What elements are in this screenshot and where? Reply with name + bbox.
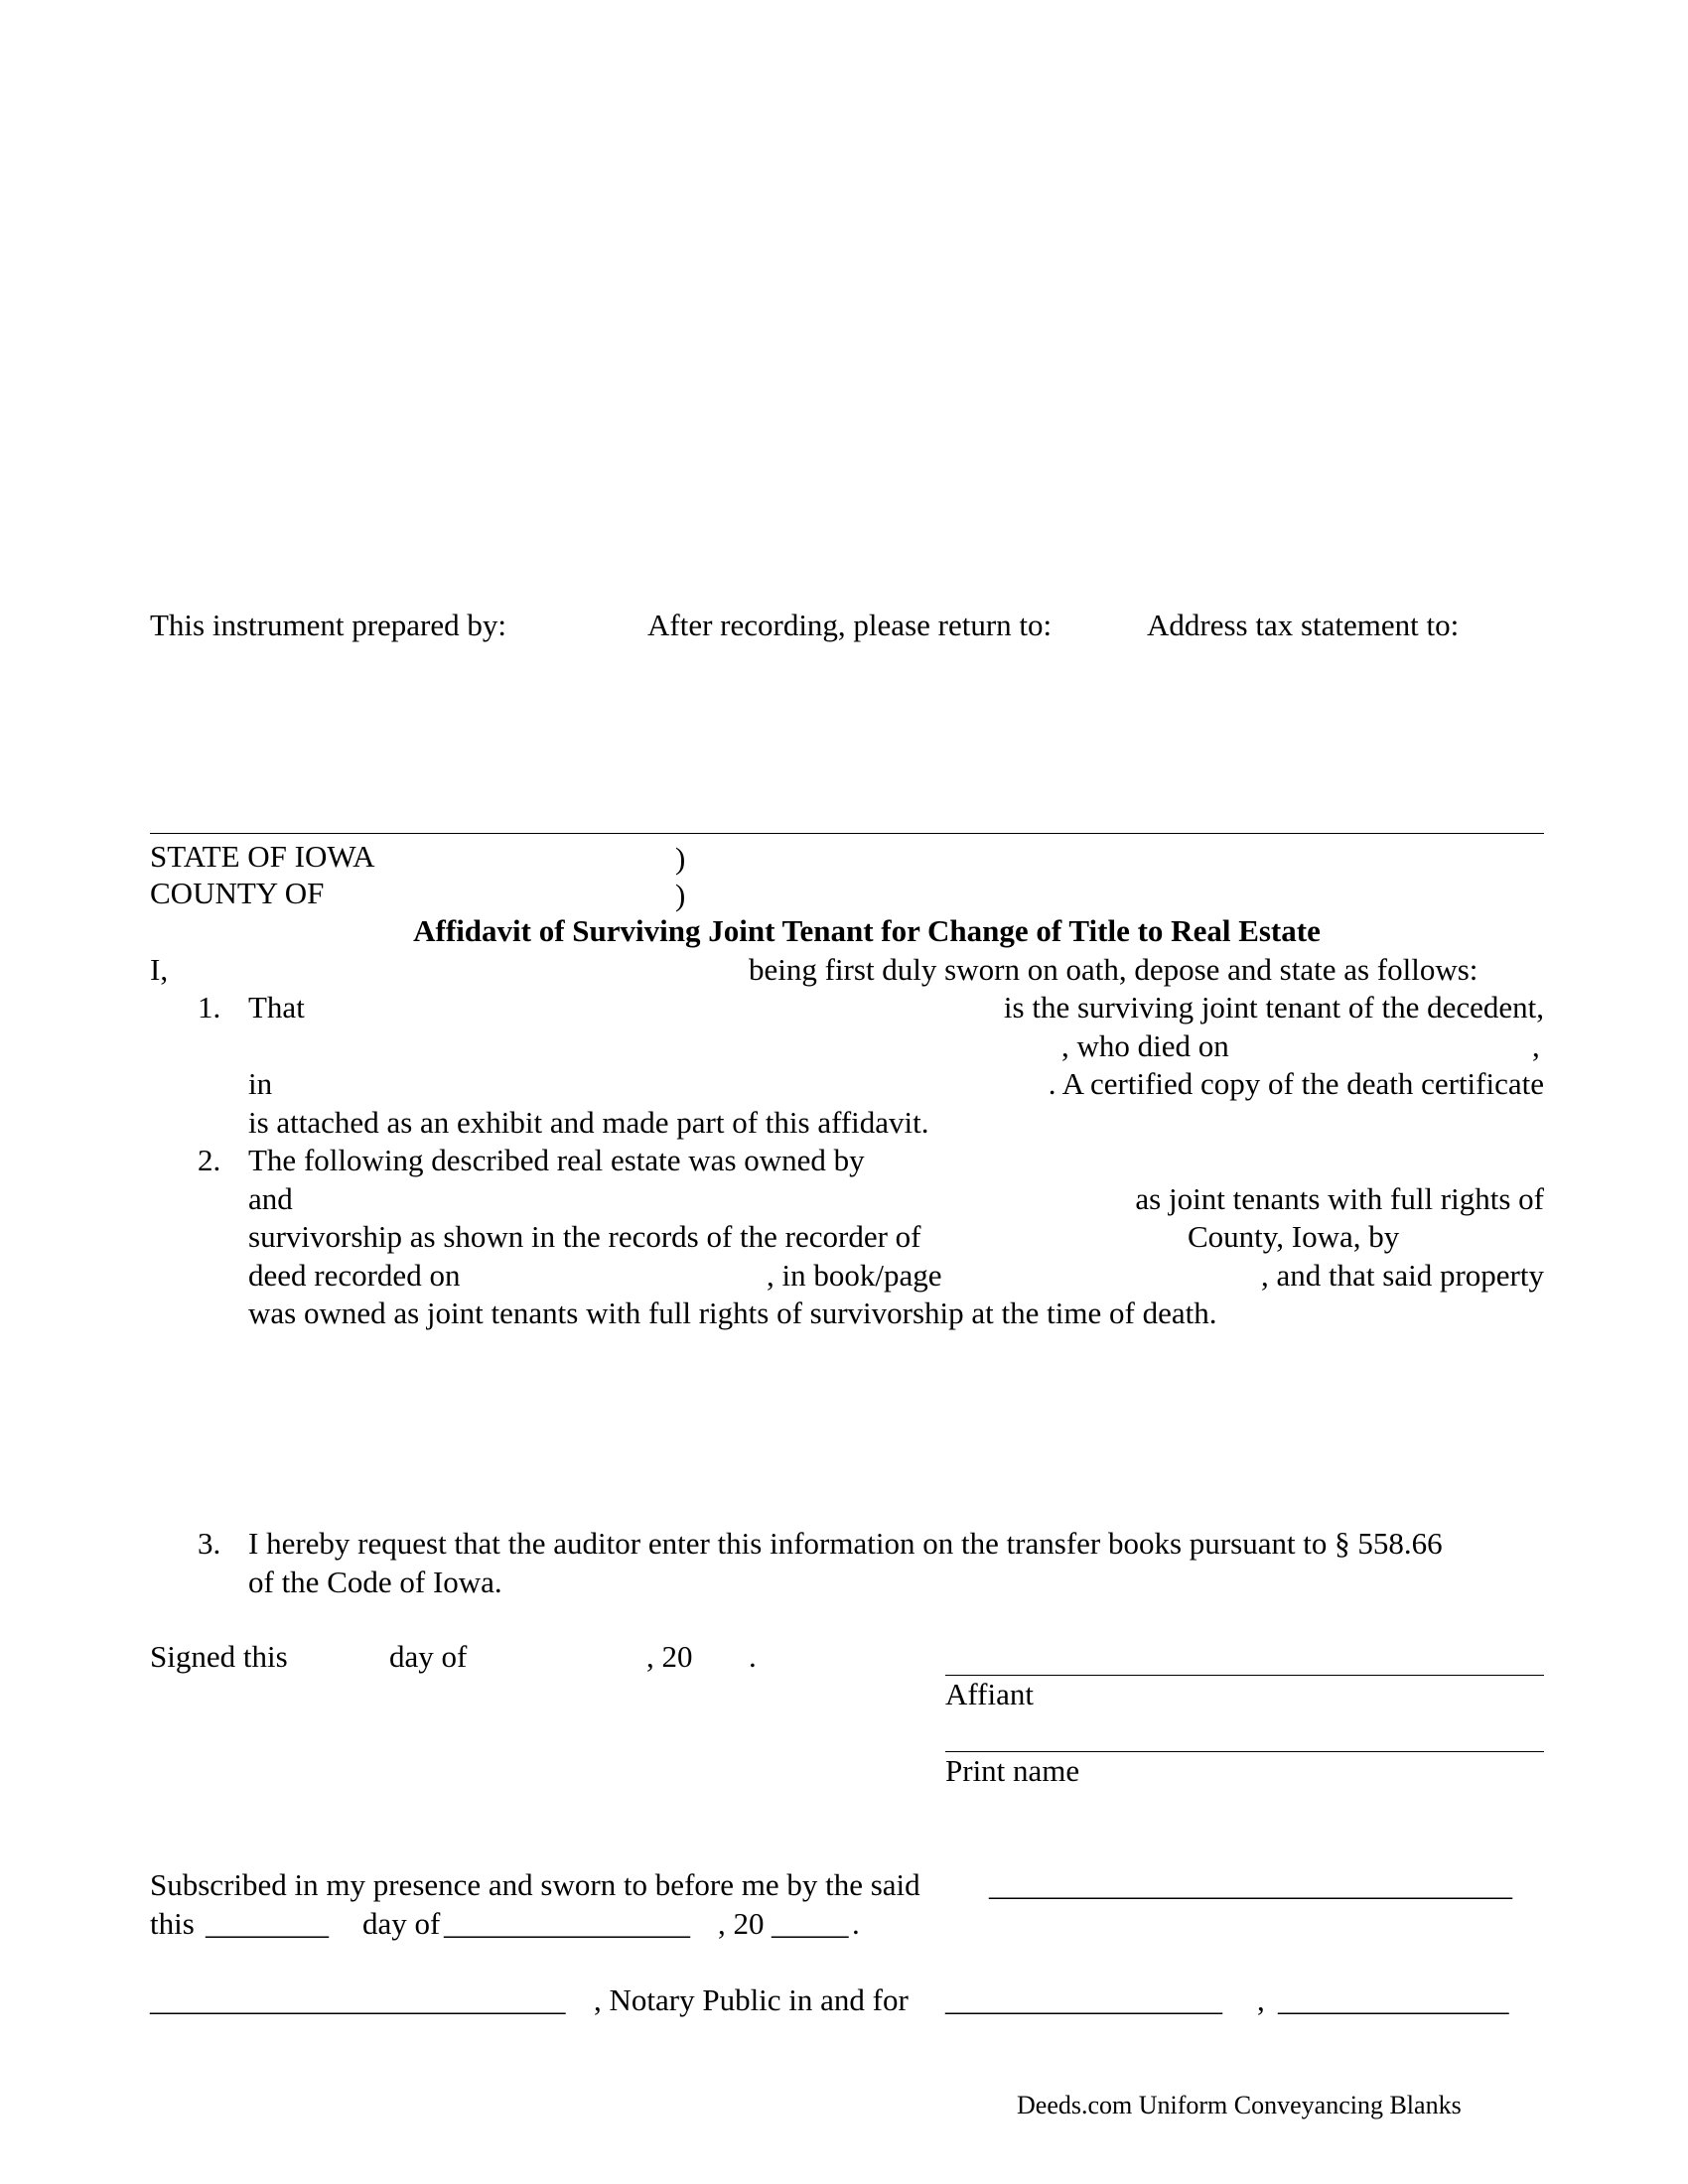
item1-surviving: is the surviving joint tenant of the decedent, (1003, 990, 1544, 1024)
notary-comma: , (1257, 1982, 1265, 2017)
print-name-line[interactable] (945, 1751, 1544, 1752)
notary-subscribed: Subscribed in my presence and sworn to before me by the said (150, 1867, 920, 1902)
item2-joint-tenants: as joint tenants with full rights of (1135, 1181, 1544, 1216)
item2-survivorship: survivorship as shown in the records of the recorder of (248, 1219, 921, 1254)
venue-state: STATE OF IOWA (150, 839, 375, 874)
venue-paren-2: ) (675, 878, 686, 912)
notary-month-blank[interactable]: ________________ (444, 1906, 690, 1941)
venue-county: COUNTY OF (150, 876, 325, 910)
document-title: Affidavit of Surviving Joint Tenant for Change of Title to Real Estate (413, 913, 1321, 948)
signed-this: Signed this (150, 1639, 288, 1674)
item2-county-iowa: County, Iowa, by (1188, 1219, 1400, 1254)
return-to-label: After recording, please return to: (647, 608, 1053, 642)
print-name-label: Print name (945, 1753, 1080, 1788)
signed-period: . (749, 1639, 757, 1674)
footer-text: Deeds.com Uniform Conveyancing Blanks (1017, 2091, 1462, 2119)
item2-and: and (248, 1181, 293, 1216)
item2-deed-recorded: deed recorded on (248, 1258, 461, 1293)
notary-place-blank[interactable]: __________________ (945, 1982, 1222, 2017)
item1-certified: . A certified copy of the death certificate (1048, 1066, 1544, 1101)
item2-said-property: , and that said property (1261, 1258, 1544, 1293)
notary-subscribed-blank[interactable]: __________________________________ (989, 1867, 1512, 1902)
prepared-by-label: This instrument prepared by: (150, 608, 506, 642)
item3-number: 3. (198, 1526, 221, 1561)
item1-attached: is attached as an exhibit and made part of this affidavit. (248, 1105, 929, 1140)
notary-day-of: day of (362, 1906, 441, 1941)
notary-day-blank[interactable]: ________ (206, 1906, 329, 1941)
item3-request: I hereby request that the auditor enter this information on the transfer books pursuant to § 558.66 (248, 1526, 1443, 1561)
signed-day-of: day of (389, 1639, 468, 1674)
separator-rule (150, 833, 1544, 834)
item2-owned-by: The following described real estate was owned by (248, 1143, 865, 1177)
item2-book-page: , in book/page (767, 1258, 942, 1293)
item3-code: of the Code of Iowa. (248, 1565, 502, 1599)
signed-year: , 20 (646, 1639, 693, 1674)
notary-name-blank[interactable]: ___________________________ (150, 1982, 566, 2017)
tax-statement-label: Address tax statement to: (1147, 608, 1460, 642)
intro-i: I, (150, 952, 169, 987)
item1-in: in (248, 1066, 273, 1101)
notary-period: . (852, 1906, 860, 1941)
notary-public-label: , Notary Public in and for (594, 1982, 909, 2017)
item1-comma: , (1532, 1028, 1540, 1063)
item2-number: 2. (198, 1143, 221, 1177)
item1-that: That (248, 990, 305, 1024)
intro-sworn: being first duly sworn on oath, depose and state as follows: (749, 952, 1478, 987)
notary-state-blank[interactable]: _______________ (1278, 1982, 1509, 2017)
affiant-signature-line[interactable] (945, 1675, 1544, 1676)
affiant-label: Affiant (945, 1677, 1034, 1711)
notary-year-blank[interactable]: _____ (772, 1906, 849, 1941)
venue-paren-1: ) (675, 841, 686, 876)
notary-year-20: , 20 (718, 1906, 765, 1941)
item1-who-died: , who died on (1061, 1028, 1229, 1063)
item1-number: 1. (198, 990, 221, 1024)
item2-owned-as: was owned as joint tenants with full rights of survivorship at the time of death. (248, 1296, 1217, 1330)
notary-this: this (150, 1906, 195, 1941)
